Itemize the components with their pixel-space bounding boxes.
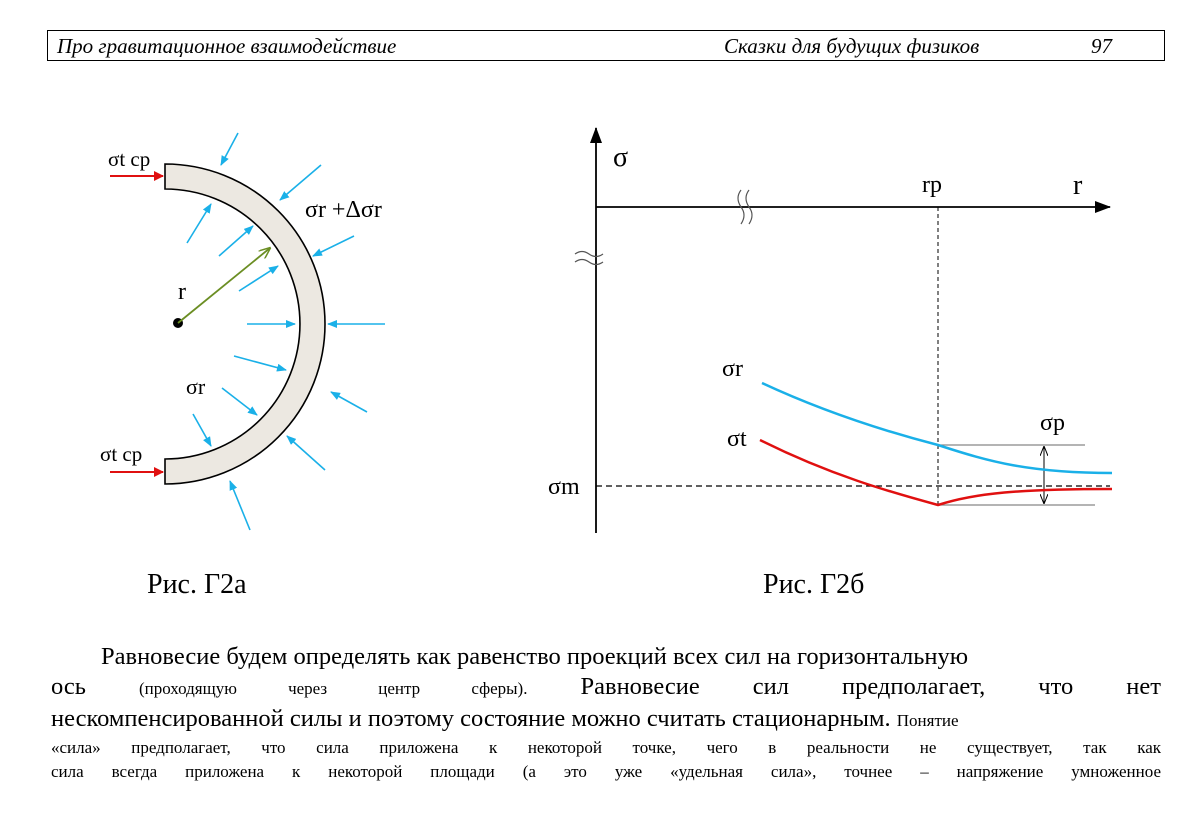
x-axis-label: r [1073, 170, 1083, 201]
sigma-m-label: σm [548, 474, 580, 500]
text-line-1: Равновесие будем определять как равенство проекций всех сил на горизонтальную [101, 643, 969, 670]
header-section-title: Про гравитационное взаимодействие [57, 34, 397, 58]
header-book-title: Сказки для будущих физиков [724, 34, 980, 58]
body-paragraph [51, 642, 1161, 784]
sigma-t-label: σt [727, 426, 747, 452]
text-line-2-c: Равновесие сил предполагает, что нет [580, 673, 1161, 700]
label-radius: r [178, 279, 186, 305]
text-line-2 [51, 672, 1161, 704]
header-page-number: 97 [1091, 34, 1112, 58]
rp-label: rp [922, 172, 942, 198]
text-line-5: сила всегда приложена к некоторой площади (а это уже «удельная сила», точнее – напряжение умноженное [51, 762, 1161, 781]
half-shell [165, 164, 325, 484]
label-sigma-r: σr [186, 374, 206, 399]
y-axis-label: σ [613, 142, 629, 173]
label-sigma-t-sr-top: σt ср [108, 147, 151, 171]
text-line-3-a: нескомпенсированной силы и поэтому состояние можно считать стационарным. [51, 705, 891, 732]
label-sigma-t-sr-bottom: σt ср [100, 442, 143, 466]
sigma-p-label: σp [1040, 410, 1065, 436]
y-axis-break [575, 252, 603, 265]
text-line-2-b: (проходящую через центр сферы). [138, 679, 528, 698]
text-line-3-b: Понятие [896, 711, 959, 730]
figure-b-caption: Рис. Г2б [763, 569, 865, 600]
sigma-t-curve [760, 440, 1112, 505]
radius-arrow [178, 248, 270, 323]
figure-b [548, 128, 1112, 600]
figure-a [100, 133, 385, 600]
text-line-2-a: ось [51, 673, 86, 700]
text-line-3 [51, 704, 1161, 736]
text-line-4: «сила» предполагает, что сила приложена к некоторой точке, чего в реальности не существует, так как [51, 738, 1161, 757]
figure-a-caption: Рис. Г2а [147, 569, 247, 600]
label-sigma-r-plus-delta: σr +Δσr [305, 197, 382, 223]
sigma-r-label: σr [722, 356, 743, 382]
